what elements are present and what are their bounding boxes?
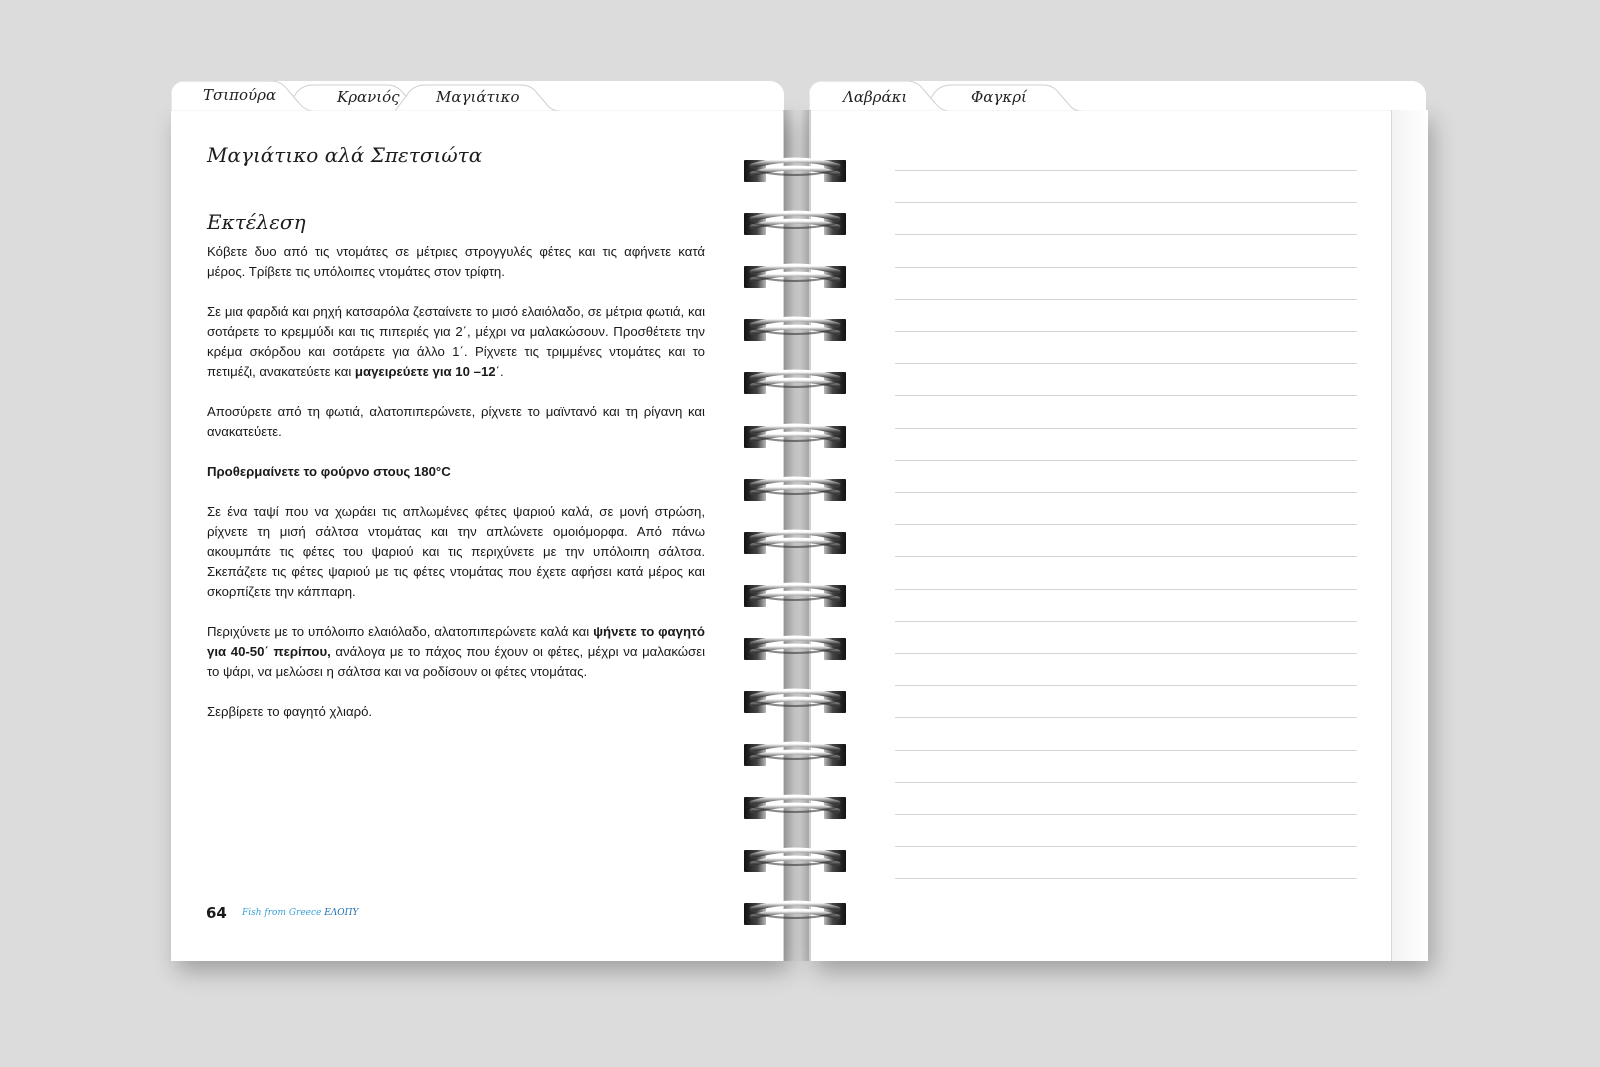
page-number: 64	[206, 904, 227, 922]
instruction-text: Αποσύρετε από τη φωτιά, αλατοπιπερώνετε, ρίχνετε το μαϊντανό και τη ρίγανη και ανακατεύετε.	[207, 404, 705, 439]
instruction-text: ΄.	[495, 364, 504, 379]
binding-ring	[744, 846, 846, 876]
instruction-text: Σερβίρετε το φαγητό χλιαρό.	[207, 704, 373, 719]
instruction-emphasis: μαγειρεύετε για 10 –12	[354, 364, 496, 379]
tab-lavraki[interactable]: Λαβράκι	[843, 88, 908, 106]
ruled-line	[895, 685, 1357, 686]
ruled-line	[895, 524, 1357, 525]
binding-ring	[744, 475, 846, 505]
ruled-line	[895, 782, 1357, 783]
binding-ring	[744, 899, 846, 929]
instruction-paragraph	[207, 402, 705, 442]
instruction-text: ανάλογα με το πάχος που έχουν οι φέτες, μέχρι να μαλακώσει το ψάρι, να μελώσει η σάλτσα και να ροδίσουν οι φέτες ντομάτας.	[207, 644, 705, 679]
recipe-title: Μαγιάτικο αλά Σπετσιώτα	[207, 143, 483, 167]
ruled-line	[895, 395, 1357, 396]
ruled-line	[895, 202, 1357, 203]
section-heading: Εκτέλεση	[207, 210, 306, 234]
ruled-line	[895, 621, 1357, 622]
ruled-line	[895, 460, 1357, 461]
binding-ring	[744, 262, 846, 292]
binding-ring	[744, 209, 846, 239]
ruled-line	[895, 814, 1357, 815]
ruled-line	[895, 556, 1357, 557]
binding-ring	[744, 687, 846, 717]
right-tab-bar	[809, 81, 1426, 111]
ruled-lines	[895, 170, 1357, 890]
footer-brand	[242, 908, 358, 918]
recipe-instructions	[207, 242, 705, 742]
instruction-paragraph	[207, 622, 705, 682]
instruction-emphasis: ψήνετε το φαγητό για 40-50΄ περίπου,	[207, 624, 705, 659]
instruction-paragraph	[207, 302, 705, 382]
binding-ring	[744, 793, 846, 823]
tab-magiatiko[interactable]: Μαγιάτικο	[436, 88, 520, 106]
instruction-paragraph	[207, 462, 705, 482]
instruction-paragraph	[207, 502, 705, 602]
binding-ring	[744, 368, 846, 398]
ruled-line	[895, 428, 1357, 429]
ruled-line	[895, 653, 1357, 654]
page-stack-edge	[1391, 110, 1428, 961]
ruled-line	[895, 363, 1357, 364]
binding-ring	[744, 156, 846, 186]
ruled-line	[895, 589, 1357, 590]
instruction-text: Σε μια φαρδιά και ρηχή κατσαρόλα ζεσταίνετε το μισό ελαιόλαδο, σε μέτρια φωτιά, και σοτάρετε το κρεμμύδι και τις πιπεριές για 2΄, μέχρι να μαλακώσουν. Προσθέτετε την κρέμα σκόρδου και σοτάρετε για άλλο 1΄. Ρίχνετε τις τριμμένες ντομάτες και το πετιμέζι, ανακατεύετε και	[207, 304, 705, 379]
ruled-line	[895, 234, 1357, 235]
binding-ring	[744, 740, 846, 770]
ruled-line	[895, 878, 1357, 879]
binding-ring	[744, 581, 846, 611]
instruction-paragraph	[207, 702, 705, 722]
footer-brand-name: Fish from Greece	[242, 908, 322, 918]
footer-brand-org: ΕΛΟΠΥ	[324, 908, 359, 918]
instruction-emphasis: Προθερμαίνετε το φούρνο στους 180°C	[207, 464, 451, 479]
tab-fagkri[interactable]: Φαγκρί	[971, 88, 1027, 106]
left-tab-bar	[171, 81, 784, 111]
binding-ring	[744, 634, 846, 664]
instruction-text: Κόβετε δυο από τις ντομάτες σε μέτριες στρογγυλές φέτες και τις αφήνετε κατά μέρος. Τρίβετε τις υπόλοιπες ντομάτες στον τρίφτη.	[207, 244, 705, 279]
binding-ring	[744, 315, 846, 345]
binding-ring	[744, 528, 846, 558]
instruction-text: Περιχύνετε με το υπόλοιπο ελαιόλαδο, αλατοπιπερώνετε καλά και	[207, 624, 594, 639]
instruction-text: Σε ένα ταψί που να χωράει τις απλωμένες φέτες ψαριού καλά, σε μονή στρώση, ρίχνετε τη μισή σάλτσα ντομάτας και την απλώνετε ομοιόμορφα. Από πάνω ακουμπάτε τις φέτες του ψαριού και τις περιχύνετε με την υπόλοιπη σάλτσα. Σκεπάζετε τις φέτες ψαριού με τις φέτες ντομάτας που έχετε αφήσει κατά μέρος και σκορπίζετε την κάππαρη.	[207, 504, 705, 599]
ruled-line	[895, 492, 1357, 493]
ruled-line	[895, 846, 1357, 847]
ruled-line	[895, 717, 1357, 718]
binding-ring	[744, 422, 846, 452]
tab-kranios[interactable]: Κρανιός	[337, 88, 400, 106]
instruction-paragraph	[207, 242, 705, 282]
ruled-line	[895, 170, 1357, 171]
ruled-line	[895, 299, 1357, 300]
tab-tsipoura[interactable]: Τσιπούρα	[203, 86, 277, 104]
ruled-line	[895, 750, 1357, 751]
ruled-line	[895, 331, 1357, 332]
ruled-line	[895, 267, 1357, 268]
